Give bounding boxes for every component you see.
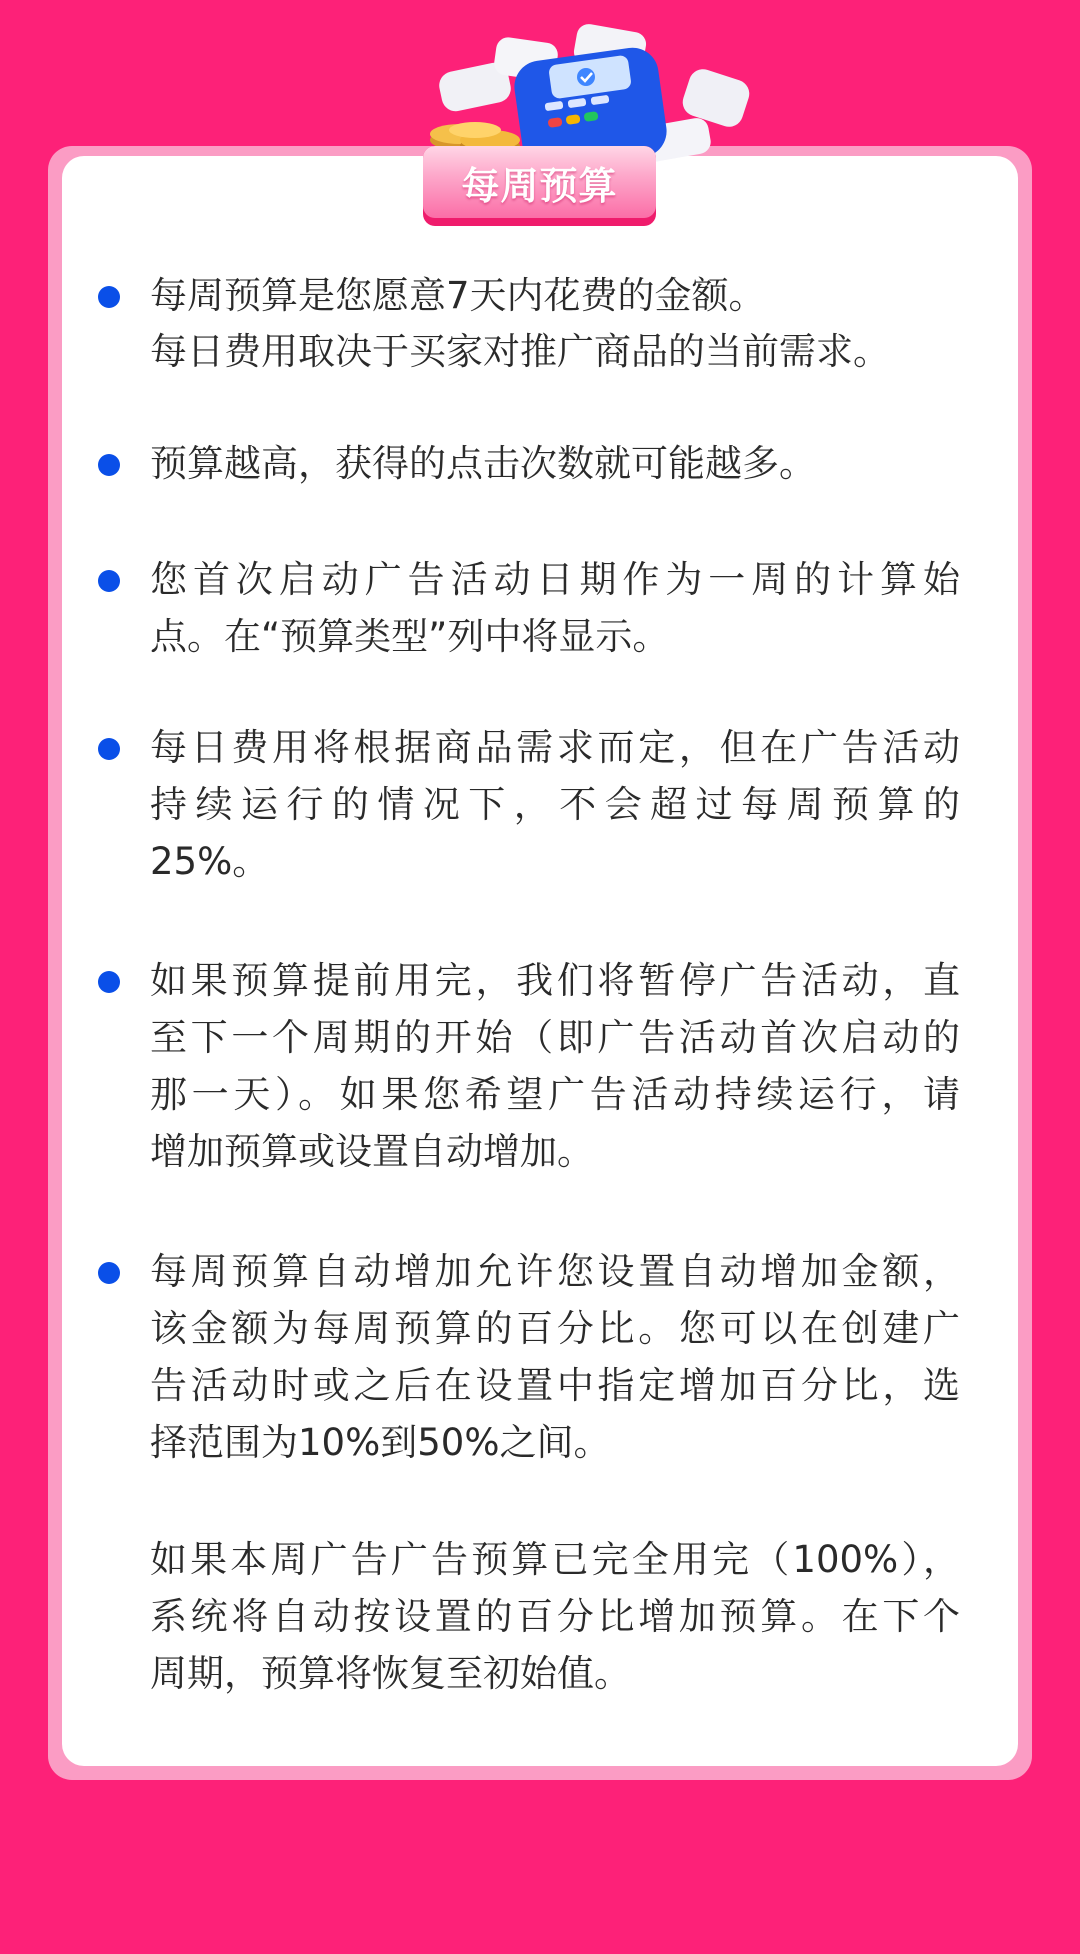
list-item-text: 每周预算是您愿意7天内花费的金额。 [150,274,766,317]
paragraph-text: 周期，预算将恢复至初始值。 [150,1652,631,1695]
list-item-text: 每周预算自动增加允许您设置自动增加金额， [150,1250,960,1293]
list-item-text: 每日费用将根据商品需求而定，但在广告活动 [150,726,960,769]
list-item-text: 告活动时或之后在设置中指定增加百分比，选 [150,1364,960,1407]
paragraph-text: 系统将自动按设置的百分比增加预算。在下个 [150,1595,960,1638]
page-title: 每周预算 [461,163,618,208]
bullet-dot [98,286,120,308]
bullet-dot [98,738,120,760]
list-item-text: 那一天）。如果您希望广告活动持续运行，请 [150,1073,960,1116]
list-item-text: 点。在“预算类型”列中将显示。 [150,615,670,658]
list-item-text: 如果预算提前用完，我们将暂停广告活动，直 [150,959,960,1002]
list-item-text: 25%。 [150,840,270,883]
bullet-dot [98,1262,120,1284]
list-item-text: 每日费用取决于买家对推广商品的当前需求。 [150,330,890,373]
bullet-dot [98,454,120,476]
list-item-text: 增加预算或设置自动增加。 [150,1130,594,1173]
list-item-text: 您首次启动广告活动日期作为一周的计算始 [150,558,960,601]
list-item-text: 预算越高，获得的点击次数就可能越多。 [150,442,816,485]
paragraph-text: 如果本周广告广告预算已完全用完（100%）， [150,1538,960,1581]
list-item-text: 择范围为10%到50%之间。 [150,1421,611,1464]
bullet-dot [98,971,120,993]
list-item-text: 至下一个周期的开始（即广告活动首次启动的 [150,1016,960,1059]
list-item-text: 持续运行的情况下，不会超过每周预算的 [150,783,960,826]
list-item-text: 该金额为每周预算的百分比。您可以在创建广 [150,1307,960,1350]
bullet-dot [98,570,120,592]
